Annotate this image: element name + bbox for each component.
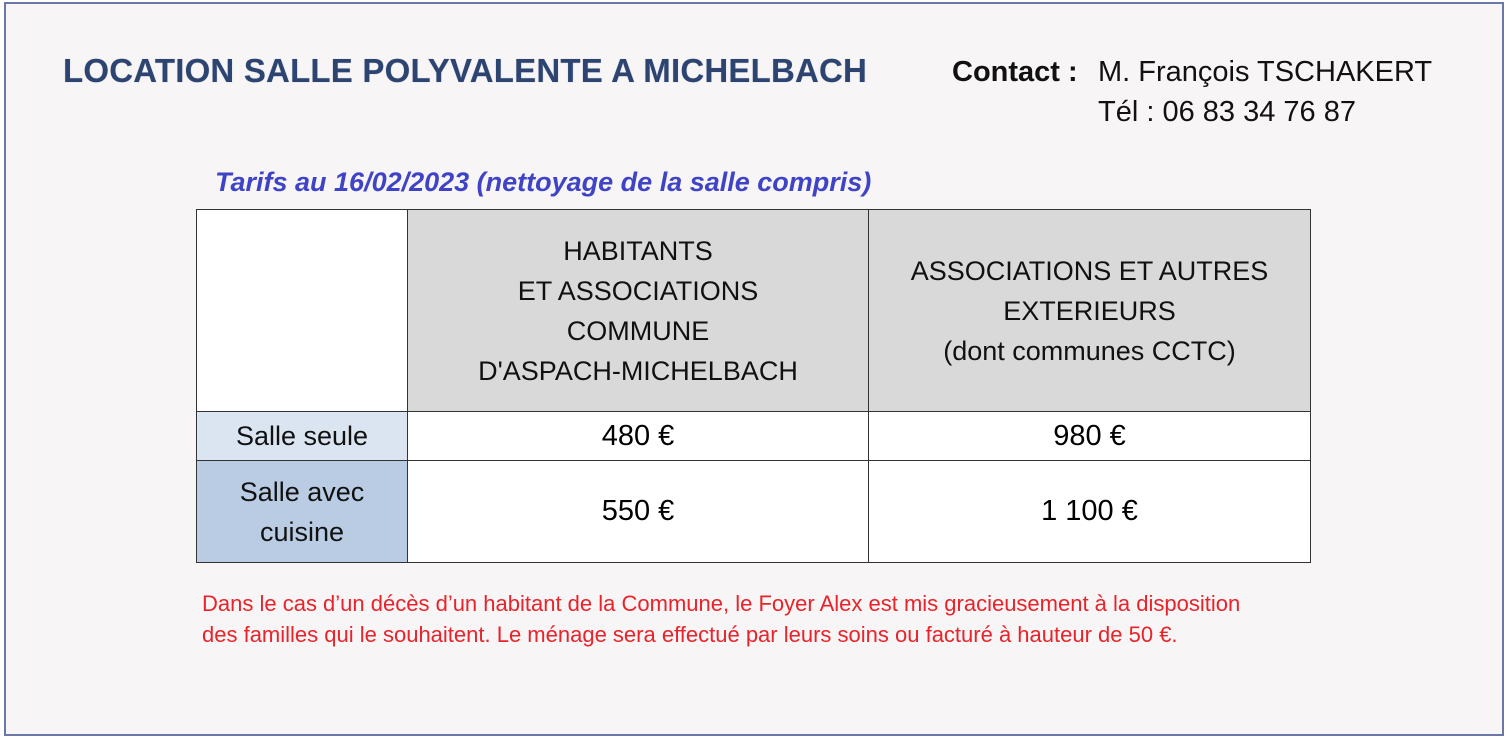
column-header-residents (408, 210, 869, 412)
column-header-line: EXTERIEURS (1003, 295, 1176, 326)
price-cell: 1 100 € (869, 461, 1311, 563)
note-line-1: Dans le cas d’un décès d’un habitant de la Commune, le Foyer Alex est mis gracieusement à la disposition (202, 591, 1241, 616)
contact-block (952, 52, 1432, 132)
table-row (197, 412, 1311, 461)
row-label-line: Salle seule (235, 421, 369, 451)
column-header-line: D'ASPACH-MICHELBACH (478, 355, 798, 386)
column-header-line: ET ASSOCIATIONS (517, 275, 759, 306)
row-label-line: cuisine (259, 516, 345, 547)
contact-line (952, 52, 1432, 92)
tariff-subtitle: Tarifs au 16/02/2023 (nettoyage de la salle compris) (215, 167, 872, 197)
column-header-external (869, 210, 1311, 412)
contact-label: Contact : (952, 56, 1078, 88)
column-header-line: COMMUNE (566, 315, 710, 346)
table-corner-cell (197, 210, 408, 412)
row-label-salle-seule (197, 412, 408, 461)
contact-phone: Tél : 06 83 34 76 87 (1098, 96, 1356, 128)
contact-name: M. François TSCHAKERT (1098, 56, 1433, 88)
column-header-line: (dont communes CCTC) (943, 335, 1236, 366)
price-cell: 550 € (408, 461, 869, 563)
price-cell: 980 € (869, 412, 1311, 461)
row-label-salle-avec-cuisine (197, 461, 408, 563)
table-row (197, 461, 1311, 563)
tariff-table (196, 209, 1311, 563)
row-label-line: Salle avec (239, 476, 365, 507)
column-header-line: ASSOCIATIONS ET AUTRES (910, 255, 1269, 286)
column-header-line: HABITANTS (563, 235, 713, 266)
condolence-note (202, 588, 1240, 650)
table-header-row (197, 210, 1311, 412)
note-line-2: des familles qui le souhaitent. Le ménage sera effectué par leurs soins ou facturé à hauteur de 50 €. (202, 622, 1178, 647)
page-title: LOCATION SALLE POLYVALENTE A MICHELBACH (63, 52, 868, 89)
price-cell: 480 € (408, 412, 869, 461)
